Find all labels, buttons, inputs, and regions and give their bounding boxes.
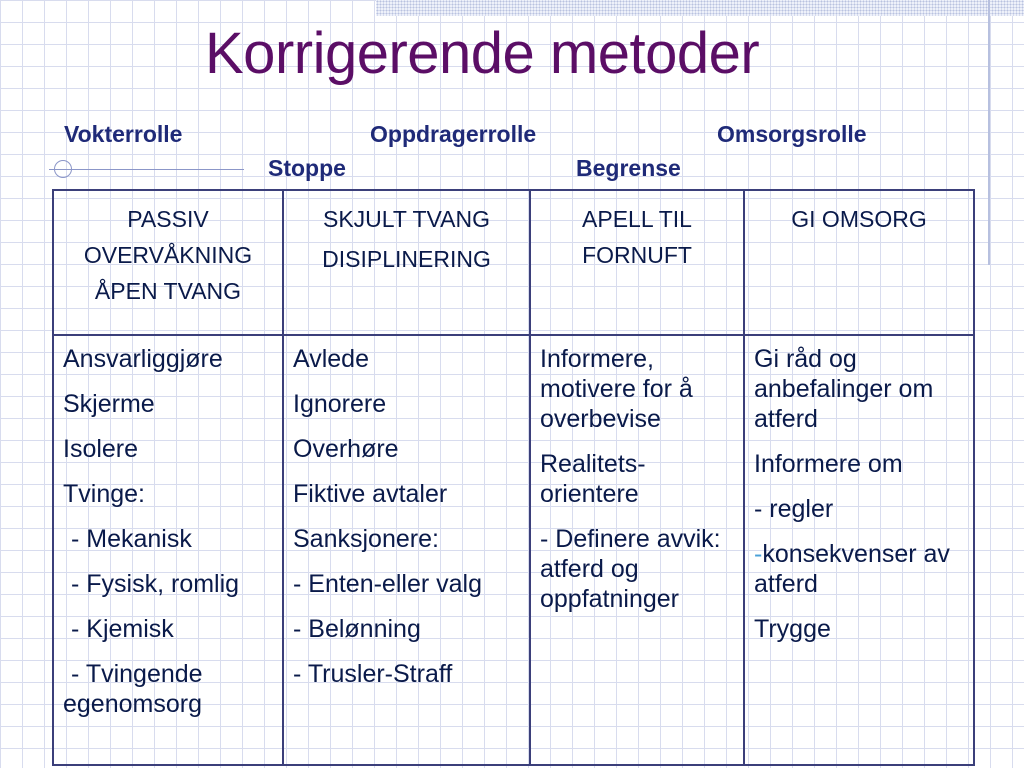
list-item: - Enten-eller valg <box>293 570 482 598</box>
column-vokter <box>53 335 283 765</box>
list-item: - Mekanisk <box>71 525 192 553</box>
list-item: Sanksjonere: <box>293 525 439 553</box>
header-text: ÅPEN TVANG <box>94 278 242 304</box>
slide-title: Korrigerende metoder <box>205 21 760 86</box>
header-text: SKJULT TVANG <box>322 206 490 232</box>
list-item-text: konsekvenser av atferd <box>754 540 950 598</box>
role-vokterrolle: Vokterrolle <box>64 121 183 147</box>
decorative-top-band <box>376 0 1024 16</box>
list-item: Informere, motivere for å overbevise <box>540 345 693 433</box>
list-item: - Belønning <box>293 615 421 643</box>
list-item: - Fysisk, romlig <box>71 570 240 598</box>
list-item: - Kjemisk <box>71 615 174 643</box>
methods-table <box>52 189 975 766</box>
list-item: - Definere avvik: atferd og oppfatninger <box>540 525 721 613</box>
list-item: Overhøre <box>293 435 399 463</box>
column-oppdrager <box>283 335 530 765</box>
list-item: Fiktive avtaler <box>293 480 448 508</box>
list-item: - Trusler-Straff <box>293 660 453 688</box>
action-begrense: Begrense <box>576 155 681 181</box>
header-cell-passiv <box>53 190 283 335</box>
highlight-dash: - <box>754 540 763 568</box>
list-item: Ansvarliggjøre <box>63 345 223 373</box>
header-cell-omsorg <box>744 190 974 335</box>
header-text: DISIPLINERING <box>322 246 491 272</box>
header-cell-apell <box>530 190 744 335</box>
decorative-vertical-line <box>988 0 990 265</box>
list-item: Trygge <box>754 615 831 643</box>
header-cell-skjult <box>283 190 530 335</box>
action-stoppe: Stoppe <box>268 155 346 181</box>
list-item: Ignorere <box>293 390 387 418</box>
decorative-horizontal-line <box>64 169 244 170</box>
header-text: PASSIV OVERVÅKNING <box>83 206 253 268</box>
list-item: Gi råd og anbefalinger om atferd <box>754 345 934 433</box>
list-item: Informere om <box>754 450 903 478</box>
list-item: Isolere <box>63 435 139 463</box>
role-oppdragerrolle: Oppdragerrolle <box>370 121 537 147</box>
list-item: Realitets-orientere <box>540 450 646 508</box>
list-item: Avlede <box>293 345 369 373</box>
list-item: Skjerme <box>63 390 155 418</box>
table-header-row <box>53 190 974 335</box>
table-body-row <box>53 335 974 765</box>
list-item: Tvinge: <box>63 480 145 508</box>
column-apell <box>530 335 744 765</box>
list-item <box>754 539 964 599</box>
header-text: GI OMSORG <box>791 206 927 232</box>
column-omsorg <box>744 335 974 765</box>
list-item: - regler <box>754 495 834 523</box>
role-omsorgsrolle: Omsorgsrolle <box>717 121 867 147</box>
decorative-crosshair-circle <box>54 160 72 178</box>
header-text: APELL TIL FORNUFT <box>582 206 692 268</box>
list-item: - Tvingende egenomsorg <box>63 660 203 718</box>
